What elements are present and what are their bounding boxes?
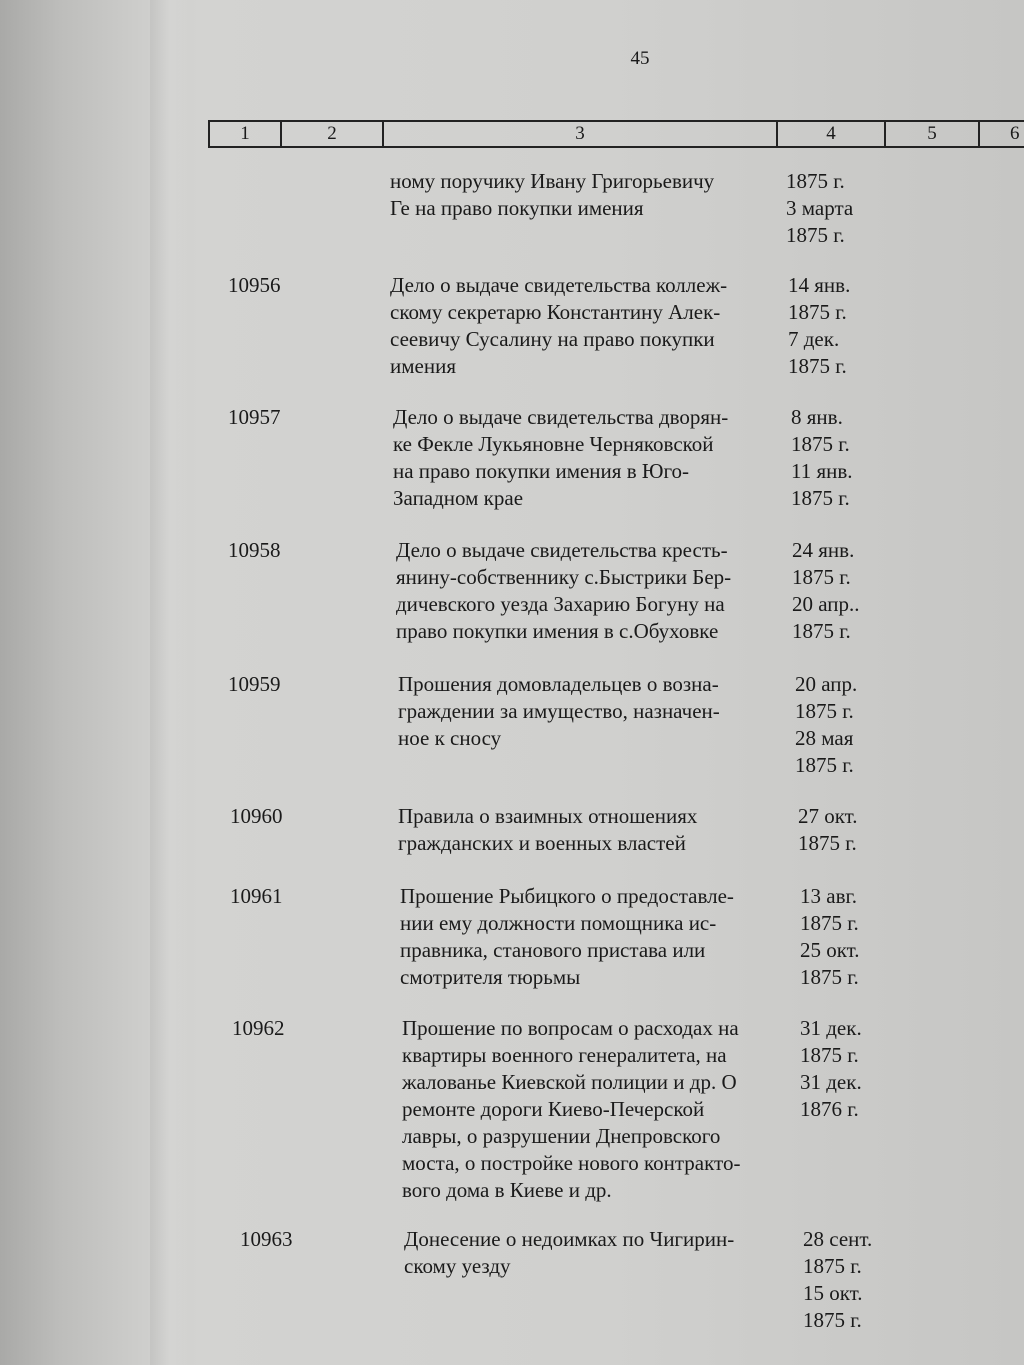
entry-description [398, 803, 697, 857]
date-line: 1875 г. [795, 699, 854, 723]
entry-description [396, 537, 731, 645]
date-line: 20 апр. [795, 672, 858, 696]
entry-description [390, 168, 714, 222]
date-line: 15 окт. [803, 1281, 863, 1305]
entry-description [393, 404, 728, 512]
date-line: 1875 г. [788, 354, 847, 378]
book-spine-shadow [150, 0, 190, 1365]
entry-description [404, 1226, 734, 1280]
date-line: 8 янв. [791, 405, 843, 429]
entry-dates [788, 272, 850, 380]
description-line: право покупки имения в с.Обуховке [396, 619, 719, 643]
entry-dates [795, 671, 857, 779]
entry-dates [803, 1226, 872, 1334]
description-line: скому секретарю Константину Алек- [390, 300, 721, 324]
description-line: ремонте дороги Киево-Печерской [402, 1097, 705, 1121]
description-line: вого дома в Киеве и др. [402, 1178, 612, 1202]
entry-number: 10960 [230, 804, 283, 828]
description-line: Правила о взаимных отношениях [398, 804, 698, 828]
entry-description [390, 272, 727, 380]
column-header-2: 2 [280, 122, 382, 146]
date-line: 27 окт. [798, 804, 858, 828]
date-line: 1875 г. [791, 432, 850, 456]
entry-dates [800, 1015, 862, 1123]
date-line: 1876 г. [800, 1097, 859, 1121]
date-line: 1875 г. [803, 1254, 862, 1278]
description-line: жалованье Киевской полиции и др. О [402, 1070, 737, 1094]
entry-dates [792, 537, 860, 645]
description-line: моста, о постройке нового контракто- [402, 1151, 741, 1175]
description-line: Донесение о недоимках по Чигирин- [404, 1227, 735, 1251]
date-line: 1875 г. [786, 223, 845, 247]
column-header-5: 5 [884, 122, 978, 146]
description-line: граждении за имущество, назначен- [398, 699, 720, 723]
date-line: 28 мая [795, 726, 854, 750]
description-line: правника, станового пристава или [400, 938, 706, 962]
date-line: 11 янв. [791, 459, 853, 483]
date-line: 1875 г. [800, 1043, 859, 1067]
date-line: 1875 г. [786, 169, 845, 193]
description-line: ному поручику Ивану Григорьевичу [390, 169, 715, 193]
entry-number: 10956 [228, 273, 281, 297]
description-line: имения [390, 354, 456, 378]
date-line: 1875 г. [798, 831, 857, 855]
description-line: Прошение по вопросам о расходах на [402, 1016, 739, 1040]
date-line: 7 дек. [788, 327, 840, 351]
date-line: 1875 г. [791, 486, 850, 510]
description-line: лавры, о разрушении Днепровского [402, 1124, 721, 1148]
entry-dates [791, 404, 853, 512]
entry-number: 10962 [232, 1016, 285, 1040]
date-line: 1875 г. [800, 911, 859, 935]
date-line: 1875 г. [800, 965, 859, 989]
date-line: 31 дек. [800, 1016, 862, 1040]
column-header-4: 4 [776, 122, 884, 146]
description-line: Прошения домовладельцев о возна- [398, 672, 719, 696]
date-line: 28 сент. [803, 1227, 873, 1251]
date-line: 13 авг. [800, 884, 857, 908]
description-line: смотрителя тюрьмы [400, 965, 581, 989]
entry-number: 10957 [228, 405, 281, 429]
description-line: на право покупки имения в Юго- [393, 459, 690, 483]
date-line: 14 янв. [788, 273, 851, 297]
description-line: Прошение Рыбицкого о предоставле- [400, 884, 734, 908]
description-line: гражданских и военных властей [398, 831, 686, 855]
column-header-row [208, 120, 1024, 148]
date-line: 24 янв. [792, 538, 855, 562]
date-line: 1875 г. [803, 1308, 862, 1332]
date-line: 1875 г. [792, 619, 851, 643]
entry-number: 10958 [228, 538, 281, 562]
date-line: 1875 г. [795, 753, 854, 777]
column-header-1: 1 [208, 122, 280, 146]
description-line: дичевского уезда Захарию Богуну на [396, 592, 725, 616]
page-number: 45 [630, 48, 650, 69]
entry-number: 10959 [228, 672, 281, 696]
entry-number: 10961 [230, 884, 283, 908]
date-line: 1875 г. [792, 565, 851, 589]
description-line: сеевичу Сусалину на право покупки [390, 327, 715, 351]
date-line: 31 дек. [800, 1070, 862, 1094]
entry-number: 10963 [240, 1227, 293, 1251]
description-line: янину-собственнику с.Быстрики Бер- [396, 565, 732, 589]
entry-description [402, 1015, 740, 1204]
date-line: 20 апр.. [792, 592, 860, 616]
description-line: Дело о выдаче свидетельства кресть- [396, 538, 728, 562]
description-line: нии ему должности помощника ис- [400, 911, 717, 935]
date-line: 3 марта [786, 196, 854, 220]
description-line: Дело о выдаче свидетельства дворян- [393, 405, 729, 429]
description-line: Западном крае [393, 486, 524, 510]
column-header-6: 6 [978, 122, 1024, 146]
description-line: ке Фекле Лукьяновне Черняковской [393, 432, 714, 456]
entry-description [398, 671, 720, 752]
description-line: скому уезду [404, 1254, 511, 1278]
entry-description [400, 883, 734, 991]
column-header-3: 3 [382, 122, 776, 146]
description-line: Дело о выдаче свидетельства коллеж- [390, 273, 728, 297]
description-line: ное к сносу [398, 726, 502, 750]
description-line: Ге на право покупки имения [390, 196, 644, 220]
entry-dates [800, 883, 860, 991]
entry-dates [786, 168, 853, 249]
date-line: 25 окт. [800, 938, 860, 962]
entry-dates [798, 803, 858, 857]
description-line: квартиры военного генералитета, на [402, 1043, 727, 1067]
date-line: 1875 г. [788, 300, 847, 324]
